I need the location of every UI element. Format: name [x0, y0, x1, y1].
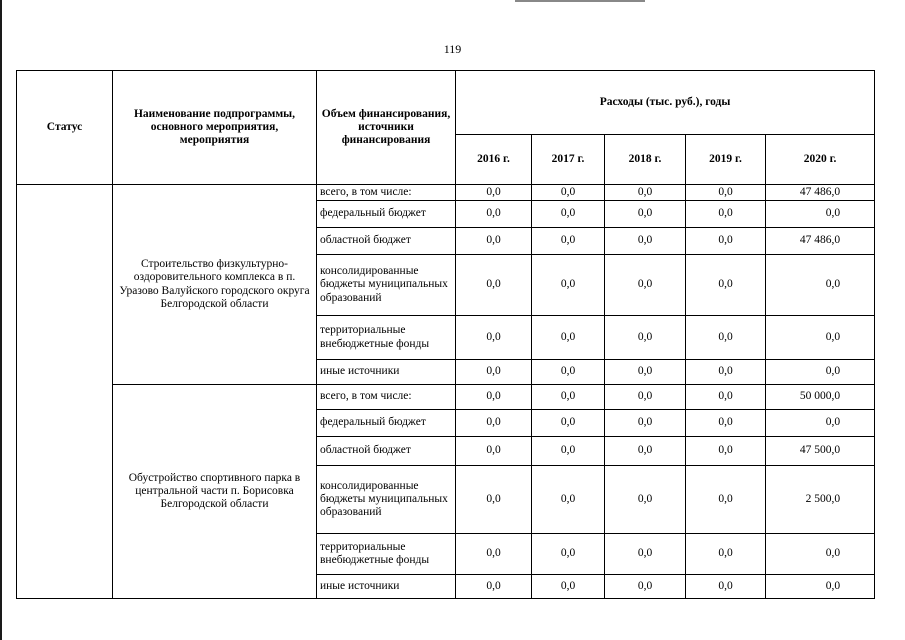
- value-cell: 50 000,0: [766, 385, 875, 410]
- value-cell: 0,0: [766, 534, 875, 575]
- funding-source: областной бюджет: [317, 228, 456, 255]
- header-year: 2019 г.: [686, 135, 766, 185]
- funding-source: иные источники: [317, 575, 456, 599]
- value-cell: 0,0: [532, 534, 605, 575]
- value-cell: 0,0: [766, 201, 875, 228]
- status-cell: [17, 185, 113, 599]
- value-cell: 0,0: [605, 437, 686, 466]
- value-cell: 0,0: [686, 360, 766, 385]
- header-name: Наименование подпрограммы, основного мероприятия, мероприятия: [113, 71, 317, 185]
- value-cell: 2 500,0: [766, 466, 875, 534]
- value-cell: 0,0: [686, 534, 766, 575]
- scan-edge-left: [0, 0, 2, 640]
- value-cell: 0,0: [605, 201, 686, 228]
- value-cell: 0,0: [605, 385, 686, 410]
- value-cell: 0,0: [532, 185, 605, 201]
- funding-source: всего, в том числе:: [317, 185, 456, 201]
- header-funding: Объем финансирования, источники финансирования: [317, 71, 456, 185]
- value-cell: 0,0: [532, 255, 605, 316]
- value-cell: 0,0: [766, 575, 875, 599]
- scan-mark-top: [515, 0, 645, 2]
- table-row: [17, 185, 875, 201]
- funding-source: консолидированные бюджеты муниципальных образований: [317, 255, 456, 316]
- header-expenses: Расходы (тыс. руб.), годы: [456, 71, 875, 135]
- header-year: 2017 г.: [532, 135, 605, 185]
- value-cell: 0,0: [686, 466, 766, 534]
- value-cell: 0,0: [456, 255, 532, 316]
- value-cell: 0,0: [456, 385, 532, 410]
- value-cell: 0,0: [532, 437, 605, 466]
- value-cell: 0,0: [456, 228, 532, 255]
- value-cell: 0,0: [456, 316, 532, 360]
- value-cell: 0,0: [605, 575, 686, 599]
- value-cell: 0,0: [686, 575, 766, 599]
- value-cell: 0,0: [532, 228, 605, 255]
- value-cell: 0,0: [456, 466, 532, 534]
- activity-name: Обустройство спортивного парка в центральной части п. Борисовка Белгородской области: [113, 385, 317, 599]
- funding-source: консолидированные бюджеты муниципальных образований: [317, 466, 456, 534]
- funding-source: областной бюджет: [317, 437, 456, 466]
- budget-table: [16, 70, 875, 599]
- value-cell: 0,0: [686, 410, 766, 437]
- value-cell: 0,0: [605, 255, 686, 316]
- value-cell: 0,0: [456, 437, 532, 466]
- value-cell: 0,0: [605, 316, 686, 360]
- value-cell: 0,0: [532, 385, 605, 410]
- value-cell: 0,0: [766, 255, 875, 316]
- value-cell: 0,0: [456, 185, 532, 201]
- value-cell: 0,0: [686, 201, 766, 228]
- funding-source: всего, в том числе:: [317, 385, 456, 410]
- value-cell: 47 486,0: [766, 185, 875, 201]
- value-cell: 0,0: [532, 410, 605, 437]
- value-cell: 0,0: [686, 228, 766, 255]
- value-cell: 0,0: [605, 410, 686, 437]
- value-cell: 0,0: [766, 410, 875, 437]
- funding-source: федеральный бюджет: [317, 201, 456, 228]
- funding-source: территориальные внебюджетные фонды: [317, 316, 456, 360]
- value-cell: 0,0: [532, 575, 605, 599]
- funding-source: территориальные внебюджетные фонды: [317, 534, 456, 575]
- value-cell: 0,0: [686, 316, 766, 360]
- value-cell: 0,0: [686, 255, 766, 316]
- activity-name: Строительство физкультурно-оздоровительного комплекса в п. Уразово Валуйского городского округа Белгородской области: [113, 185, 317, 385]
- value-cell: 0,0: [456, 360, 532, 385]
- value-cell: 0,0: [605, 228, 686, 255]
- value-cell: 0,0: [532, 316, 605, 360]
- value-cell: 0,0: [456, 575, 532, 599]
- header-year: 2018 г.: [605, 135, 686, 185]
- header-status: Статус: [17, 71, 113, 185]
- value-cell: 0,0: [605, 466, 686, 534]
- value-cell: 0,0: [456, 410, 532, 437]
- header-year: 2020 г.: [766, 135, 875, 185]
- value-cell: 0,0: [532, 201, 605, 228]
- value-cell: 47 500,0: [766, 437, 875, 466]
- table-row: [17, 385, 875, 410]
- value-cell: 0,0: [766, 316, 875, 360]
- value-cell: 0,0: [686, 385, 766, 410]
- header-year: 2016 г.: [456, 135, 532, 185]
- value-cell: 0,0: [605, 185, 686, 201]
- value-cell: 0,0: [766, 360, 875, 385]
- value-cell: 0,0: [456, 534, 532, 575]
- funding-source: иные источники: [317, 360, 456, 385]
- value-cell: 0,0: [605, 534, 686, 575]
- value-cell: 0,0: [456, 201, 532, 228]
- value-cell: 0,0: [532, 360, 605, 385]
- funding-source: федеральный бюджет: [317, 410, 456, 437]
- value-cell: 0,0: [605, 360, 686, 385]
- value-cell: 0,0: [532, 466, 605, 534]
- value-cell: 0,0: [686, 437, 766, 466]
- value-cell: 47 486,0: [766, 228, 875, 255]
- page-number: 119: [443, 42, 462, 56]
- value-cell: 0,0: [686, 185, 766, 201]
